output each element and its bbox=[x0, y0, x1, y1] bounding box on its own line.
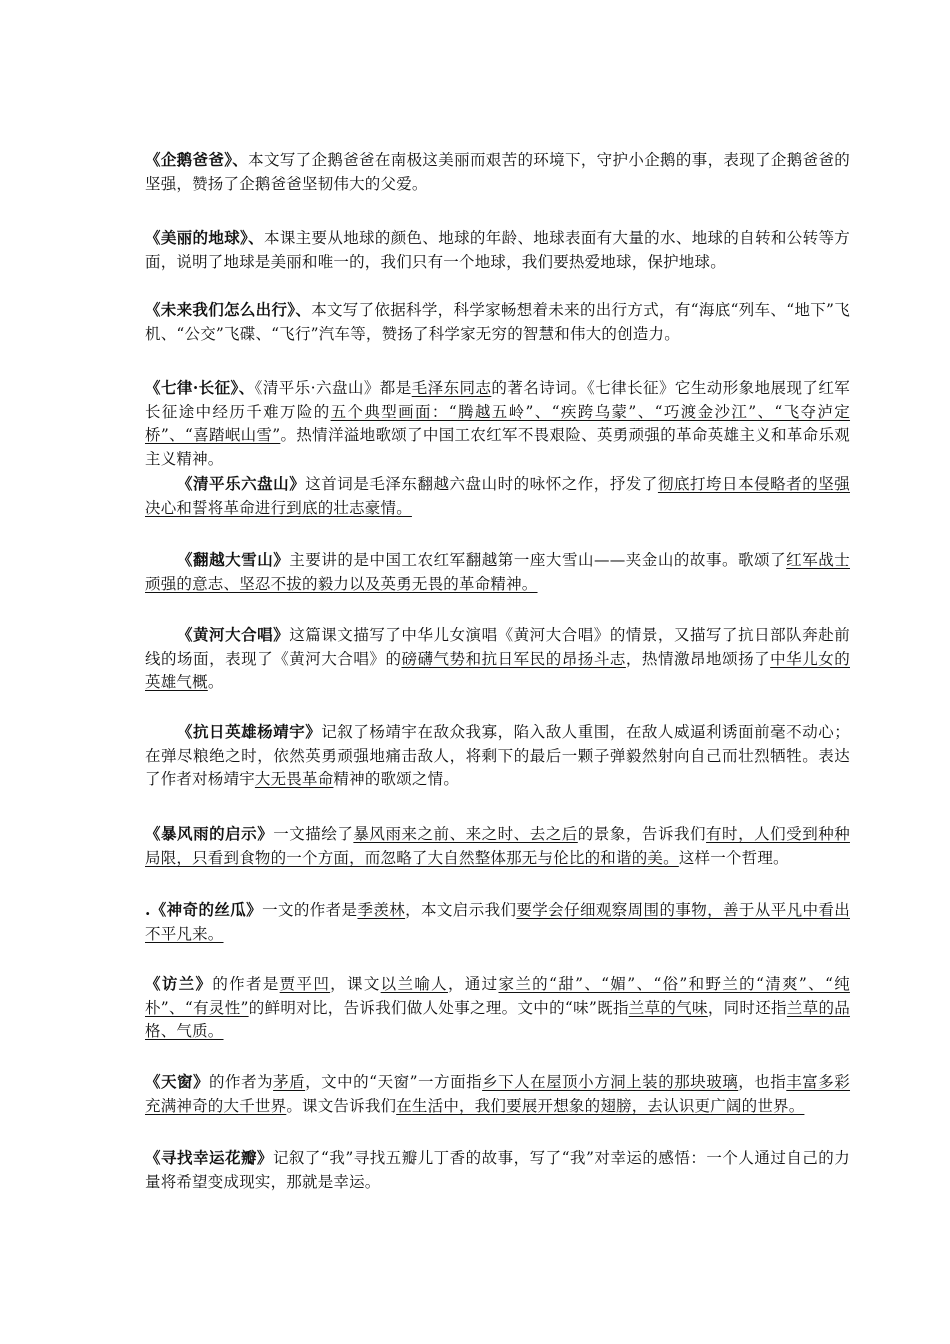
paragraph-tian-chuang bbox=[145, 1070, 850, 1118]
paragraph-fan-yue-da-xue-shan bbox=[145, 548, 850, 596]
body-text: 。热情洋溢地歌颂了中国工农红军不畏艰险、英勇顽强的革命英雄主义和革命乐观主义精神。 bbox=[145, 426, 851, 468]
body-text: 精神的歌颂之情。 bbox=[333, 770, 460, 788]
lesson-title: 《寻找幸运花瓣》 bbox=[145, 1148, 273, 1167]
lesson-title: 《暴风雨的启示》 bbox=[145, 824, 274, 843]
underlined-text: 毛泽东同志 bbox=[411, 379, 492, 397]
underlined-text: 大无畏革命 bbox=[254, 770, 334, 788]
body-text: 。课文告诉我们 bbox=[286, 1096, 397, 1115]
body-text: 主要讲的是中国工农红军翻越第一座大雪山——夹金山的故事。歌颂了 bbox=[289, 551, 787, 569]
paragraph-qie-e-ba-ba bbox=[145, 148, 850, 196]
paragraph-fang-lan bbox=[145, 972, 850, 1044]
body-text: 的鲜明对比，告诉我们做人处事之理。文中的“味”既指 bbox=[248, 998, 629, 1017]
paragraph-wei-lai-chu-xing bbox=[145, 298, 850, 346]
lesson-title: 《企鹅爸爸》、 bbox=[145, 150, 249, 169]
body-text: 。 bbox=[207, 673, 224, 691]
paragraph-huang-he-da-he-chang bbox=[145, 623, 850, 695]
underlined-text: 兰草的气味 bbox=[628, 998, 708, 1017]
underlined-text: 五个典型画面：“腾越五岭”、“疾跨乌蒙”、“巧渡金沙江”、“飞夺泸定桥”、“喜踏岷山雪” bbox=[145, 402, 851, 444]
underlined-text: 兰草的品格、气质。 bbox=[145, 998, 850, 1040]
underlined-text: 中华儿女的英雄气概 bbox=[145, 649, 850, 691]
lesson-title: 《访兰》 bbox=[145, 974, 213, 993]
paragraph-xing-yun-hua-ban bbox=[145, 1146, 850, 1194]
body-text: 本文写了依据科学，科学家畅想着未来的出行方式，有“海底“列车、“地下”飞机、“公交”飞碟、“飞行”汽车等，赞扬了科学家无穷的智慧和伟大的创造力。 bbox=[145, 301, 850, 343]
body-text: 这样一个哲理。 bbox=[678, 848, 789, 867]
body-text: 本课主要从地球的颜色、地球的年龄、地球表面有大量的水、地球的自转和公转等方面，说明了地球是美丽和唯一的，我们只有一个地球，我们要热爱地球，保护地球。 bbox=[145, 229, 850, 271]
body-text: 本文写了企鹅爸爸在南极这美丽而艰苦的环境下，守护小企鹅的事，表现了企鹅爸爸的坚强，赞扬了企鹅爸爸坚韧伟大的父爱。 bbox=[145, 151, 851, 193]
body-text: ，也指 bbox=[738, 1073, 787, 1091]
underlined-text: 贾平凹 bbox=[279, 975, 331, 993]
underlined-text: 乡下人在屋顶小方洞上装的那块玻璃 bbox=[482, 1073, 739, 1091]
lesson-title: 《黄河大合唱》 bbox=[177, 625, 290, 644]
underlined-text: 彻底打垮日本侵略者的坚强决心和誓将革命进行到底的壮志豪情。 bbox=[145, 475, 850, 517]
paragraph-qi-lv-chang-zheng bbox=[145, 376, 850, 471]
body-text: 《清平乐·六盘山》都是 bbox=[254, 379, 412, 397]
underlined-text: 红军战士顽强的意志、坚忍不拔的毅力以及英勇无畏的革命精神。 bbox=[145, 551, 850, 593]
underlined-text: 有时，人们受到种种局限，只看到食物的一个方面，而忽略了大自然整体那无与伦比的和谐的美。 bbox=[145, 825, 850, 867]
body-text: 这篇课文描写了中华儿女演唱《黄河大合唱》的情景，又描写了抗日部队奔赴前线的场面，表现了《黄河大合唱》的 bbox=[145, 626, 850, 668]
body-text: 的作者是 bbox=[212, 975, 280, 993]
body-text: 的作者为 bbox=[209, 1073, 274, 1091]
lesson-title: 《抗日英雄杨靖宇》 bbox=[177, 722, 322, 741]
body-text: ，课文 bbox=[330, 975, 381, 993]
lesson-title: 《清平乐六盘山》 bbox=[177, 474, 306, 493]
body-text: 的著名诗词。《七律长征》它生动形象地展现了红军长征途中经历千难万险的 bbox=[145, 379, 850, 421]
lesson-title: 《翻越大雪山》 bbox=[177, 550, 290, 569]
paragraph-yang-jing-yu bbox=[145, 720, 850, 792]
underlined-text: 季羡林 bbox=[357, 901, 406, 919]
body-text: ，热情激昂地颂扬了 bbox=[625, 649, 771, 668]
body-text: ，通过 bbox=[447, 975, 499, 993]
underlined-text: 以兰喻人 bbox=[380, 975, 448, 993]
lesson-title: 《未来我们怎么出行》、 bbox=[145, 300, 312, 319]
lesson-title: 《天窗》 bbox=[145, 1072, 210, 1091]
lesson-title: 《七律·长征》、 bbox=[145, 378, 255, 397]
lesson-title: 《美丽的地球》、 bbox=[145, 228, 264, 247]
body-text: 一文描绘了 bbox=[273, 825, 354, 843]
underlined-text: 在生活中，我们要展开想象的翅膀，去认识更广阔的世界。 bbox=[396, 1096, 805, 1115]
body-text: ，本文启示我们 bbox=[405, 901, 517, 919]
underlined-text: 磅礴气势和抗日军民的昂扬斗志 bbox=[401, 649, 626, 668]
body-text: 记叙了“我”寻找五瓣儿丁香的故事，写了“我”对幸运的感悟：一个人通过自己的力量将希望变成现实，那就是幸运。 bbox=[145, 1149, 850, 1191]
lesson-title: .《神奇的丝瓜》 bbox=[145, 900, 263, 919]
paragraph-mei-li-de-di-qiu bbox=[145, 226, 850, 274]
underlined-text: 家兰的“甜”、“媚”、“俗”和野兰的“清爽”、“纯朴”、“有灵性” bbox=[145, 975, 850, 1017]
underlined-text: 暴风雨来之前、来之时、去之后 bbox=[353, 825, 578, 843]
paragraph-qing-ping-le bbox=[145, 472, 850, 520]
body-text: 这首词是毛泽东翻越六盘山时的咏怀之作，抒发了 bbox=[305, 475, 658, 493]
body-text: 记叙了杨靖宇在敌众我寡，陷入敌人重围，在敌人威逼利诱面前毫不动心；在弹尽粮绝之时，依然英勇顽强地痛击敌人，将剩下的最后一颗子弹毅然射向自己而壮烈牺牲。表达了作者对杨靖宇 bbox=[145, 723, 850, 788]
body-text: ，文中的“天窗”一方面指 bbox=[305, 1073, 483, 1091]
paragraph-shen-qi-de-si-gua bbox=[145, 898, 850, 946]
body-text: ，同时还指 bbox=[707, 998, 787, 1017]
underlined-text: 茅盾 bbox=[273, 1073, 306, 1091]
paragraph-bao-feng-yu bbox=[145, 822, 850, 870]
underlined-text: 丰富多彩充满神奇的大千世界 bbox=[145, 1073, 851, 1115]
underlined-text: 要学会仔细观察周围的事物，善于从平凡中看出不平凡来。 bbox=[145, 901, 850, 943]
body-text: 一文的作者是 bbox=[262, 901, 358, 919]
body-text: 的景象，告诉我们 bbox=[577, 825, 707, 843]
